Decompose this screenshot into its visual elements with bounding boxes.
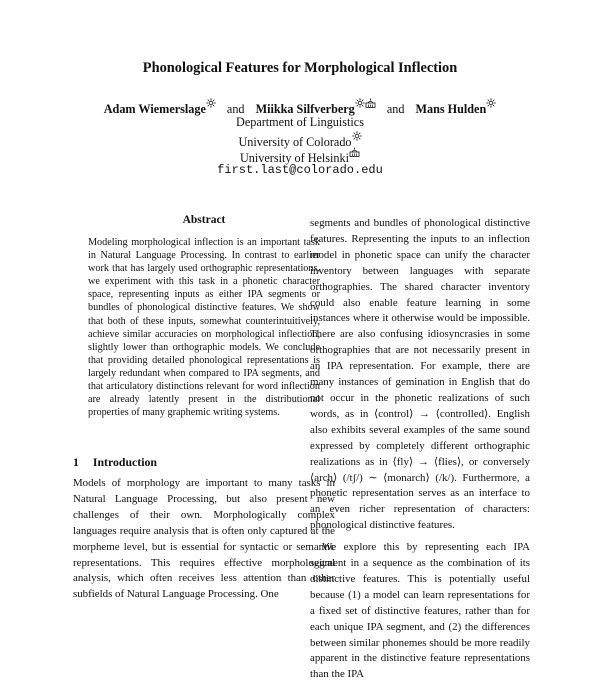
and-text: and xyxy=(386,102,405,117)
sun-icon xyxy=(486,98,496,108)
affiliation-department: Department of Linguistics xyxy=(236,115,364,129)
author-email: first.last@colorado.edu xyxy=(217,163,383,177)
author-name: Miikka Silfverberg xyxy=(255,102,355,117)
cathedral-icon xyxy=(349,147,360,157)
abstract-text xyxy=(88,236,320,419)
right-paragraph-2: We explore this by representing each IPA segment in a sequence as the combination of its distinctive features. This is potentially useful because (1) a model can learn representations for a fixed set of distinctive features, rather than for each unique IPA segment, and (2) the differences between similar phonemes should be more readily apparent in the distinctive feature representations than the IPA xyxy=(310,541,530,681)
section-number: 1 xyxy=(73,455,79,469)
abstract-heading: Abstract xyxy=(182,214,226,226)
affiliation-name: University of Helsinki xyxy=(240,151,349,166)
intro-paragraph: Models of morphology are important to many tasks in Natural Language Processing, but also present new challenges of their own. Morphologically complex languages require analysis that is often only captured at the morpheme level, but is essential for syntactic or semantic representations. This requires effective morphological analysis, which often receives less attention than other subfields of Natural Language Processing. One xyxy=(73,477,335,601)
affiliation-name: University of Colorado xyxy=(238,135,352,150)
section-heading xyxy=(73,455,333,470)
sun-icon xyxy=(352,131,362,141)
cathedral-icon xyxy=(365,98,376,108)
introduction-text xyxy=(73,476,335,603)
section-title: Introduction xyxy=(92,455,157,469)
abstract-paragraph: Modeling morphological inflection is an important task in Natural Language Processing. In contrast to earlier work that has largely used orthographic representations, we experiment with this task in a phonetic character space, representing inputs as either IPA segments or bundles of phonological distinctive features. We show that both of these inputs, somewhat counterintuitively, achieve similar accuracies on morphological inflection, slightly lower than orthographic models. We conclude that providing detailed phonological representations is largely redundant when compared to IPA segments, and that articulatory distinctions relevant for word inflection are already latently present in the distributional properties of many graphemic writing systems. xyxy=(88,237,320,419)
and-text: and xyxy=(226,102,245,117)
author-name: Mans Hulden xyxy=(415,102,487,117)
right-column-text xyxy=(310,216,530,683)
sun-icon xyxy=(206,98,216,108)
sun-icon xyxy=(355,98,365,108)
paper-title: Phonological Features for Morphological Inflection xyxy=(142,60,458,76)
author-name: Adam Wiemerslage xyxy=(103,102,206,117)
right-paragraph-1: segments and bundles of phonological distinctive features. Representing the inputs to an inflection model in phonetic space can unify the character inventory between languages with separate orthographies. The shared character inventory could also enable feature learning in some instances where it otherwise would be impossible. There are also confusing idiosyncrasies in some orthographies that are not necessarily present in an IPA representation. For example, there are many instances of gemination in English that do not occur in the phonetic realizations of such words, as in ⟨control⟩ → ⟨controlled⟩. English also exhibits several examples of the same sound expressed by completely different orthographic realizations as in ⟨fly⟩ → ⟨flies⟩, or conversely ⟨arch⟩ (/tʃ/) ∼ ⟨monarch⟩ (/k/). Furthermore, a phonetic representation serves as an interface to an even richer representation of characters: phonological distinctive features. xyxy=(310,217,530,532)
